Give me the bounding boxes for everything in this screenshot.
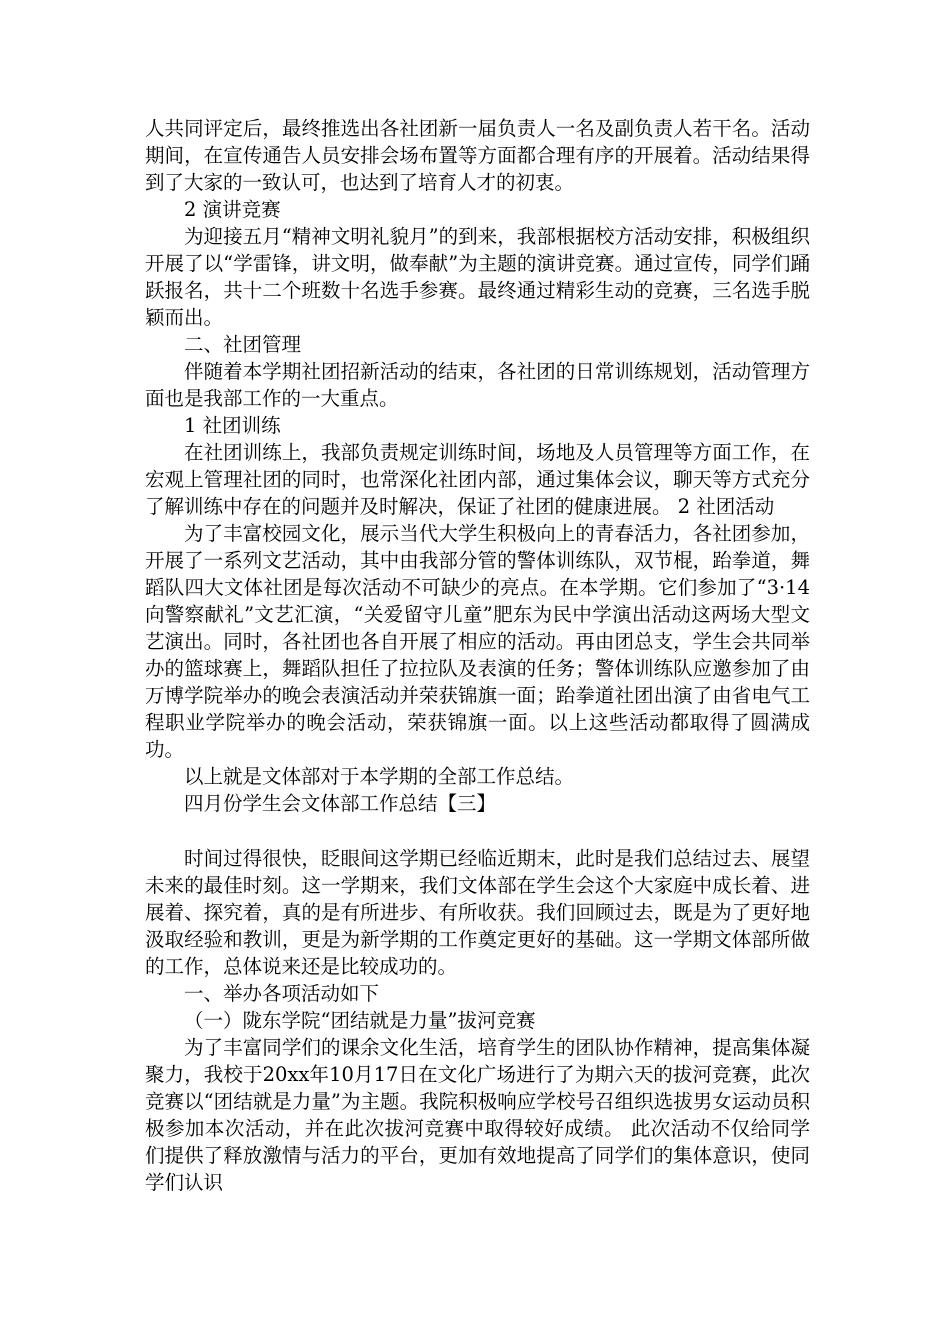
section-heading: （一）陇东学院“团结就是力量”拔河竞赛 — [184, 1009, 536, 1032]
section-heading: 2 演讲竞赛 — [184, 198, 281, 221]
paragraph: 为了丰富校园文化，展示当代大学生积极向上的青春活力，各社团参加，开展了一系列文艺活动，其中由我部分管的警体训练队，双节棍，跆拳道，舞蹈队四大文体社团是每次活动不可缺少的亮点。在本学期。它们参加了“3·14向警察献礼”文艺汇演，“关爱留守儿童”肥东为民中学演出活动这两场大型文艺演出。同时，各社团也各自开展了相应的活动。再由团总支，学生会共同举办的篮球赛上，舞蹈队担任了拉拉队及表演的任务；警体训练队应邀参加了由万博学院举办的晚会表演活动并荣获锦旗一面；跆拳道社团出演了由省电气工程职业学院举办的晚会活动，荣获锦旗一面。以上这些活动都取得了圆满成功。 — [145, 522, 810, 761]
paragraph: 伴随着本学期社团招新活动的结束，各社团的日常训练规划，活动管理方面也是我部工作的一大重点。 — [145, 360, 810, 410]
section-heading: 1 社团训练 — [184, 414, 281, 437]
paragraph: 以上就是文体部对于本学期的全部工作总结。 — [184, 765, 575, 788]
paragraph: 时间过得很快，眨眼间这学期已经临近期末，此时是我们总结过去、展望未来的最佳时刻。这一学期来，我们文体部在学生会这个大家庭中成长着、进展着、探究着，真的是有所进步、有所收获。我们回顾过去，既是为了更好地汲取经验和教训，更是为新学期的工作奠定更好的基础。这一学期文体部所做的工作，总体说来还是比较成功的。 — [145, 847, 810, 978]
document-body — [145, 115, 810, 1196]
paragraph: 为迎接五月“精神文明礼貌月”的到来，我部根据校方活动安排，积极组织开展了以“学雷锋，讲文明，做奉献”为主题的演讲竞赛。通过宣传，同学们踊跃报名，共十二个班数十名选手参赛。最终通过精彩生动的竞赛，三名选手脱颖而出。 — [145, 225, 810, 329]
section-heading: 一、举办各项活动如下 — [184, 982, 380, 1005]
section-heading: 四月份学生会文体部工作总结【三】 — [184, 792, 497, 815]
paragraph: 为了丰富同学们的课余文化生活，培育学生的团队协作精神，提高集体凝聚力，我校于20xx年10月17日在文化广场进行了为期六天的拔河竞赛，此次竞赛以“团结就是力量”为主题。我院积极响应学校号召组织选拔男女运动员积极参加本次活动，并在此次拔河竞赛中取得较好成绩。 此次活动不仅给同学们提供了释放激情与活力的平台，更加有效地提高了同学们的集体意识，使同学们认识 — [145, 1036, 810, 1194]
section-heading: 二、社团管理 — [184, 333, 302, 356]
blank-line — [145, 817, 810, 845]
paragraph: 在社团训练上，我部负责规定训练时间，场地及人员管理等方面工作，在宏观上管理社团的同时，也常深化社团内部，通过集体会议，聊天等方式充分了解训练中存在的问题并及时解决，保证了社团的健康进展。 2 社团活动 — [145, 441, 810, 518]
paragraph: 人共同评定后，最终推选出各社团新一届负责人一名及副负责人若干名。活动期间，在宣传通告人员安排会场布置等方面都合理有序的开展着。活动结果得到了大家的一致认可，也达到了培育人才的初衷。 — [145, 117, 810, 194]
